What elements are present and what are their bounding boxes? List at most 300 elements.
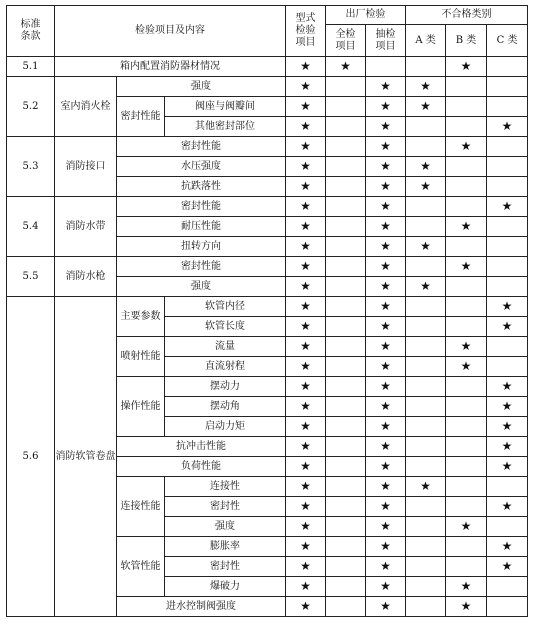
item-cell: 密封性: [165, 497, 286, 517]
type-test-mark: [286, 297, 326, 317]
star-mark: ★: [300, 418, 311, 433]
class-a-mark: [406, 397, 446, 417]
class-a-mark: [406, 537, 446, 557]
full-test-mark: [326, 437, 366, 457]
item-cell: 软管内径: [165, 297, 286, 317]
type-test-mark: [286, 117, 326, 137]
star-mark: ★: [300, 278, 311, 293]
item-cell: 密封性能: [117, 197, 286, 217]
class-c-mark: [487, 557, 528, 577]
item-cell: 连接性能: [117, 477, 165, 537]
class-b-mark: [446, 597, 487, 617]
item-cell: 软管长度: [165, 317, 286, 337]
item-cell: 启动力矩: [165, 417, 286, 437]
class-b-mark: [446, 137, 487, 157]
star-mark: ★: [501, 118, 513, 133]
full-test-mark: [326, 417, 366, 437]
class-b-mark: [446, 517, 487, 537]
star-mark: ★: [300, 138, 311, 153]
full-test-mark: [326, 77, 366, 97]
class-a-mark: [406, 57, 446, 77]
item-cell: 主要参数: [117, 297, 165, 337]
full-test-mark: [326, 57, 366, 77]
full-test-mark: [326, 457, 366, 477]
class-c-mark: [487, 117, 528, 137]
type-test-mark: [286, 277, 326, 297]
item-cell: 耐压性能: [117, 217, 286, 237]
class-a-mark: [406, 137, 446, 157]
star-mark: ★: [380, 278, 391, 293]
sample-test-mark: [366, 237, 406, 257]
star-mark: ★: [380, 498, 391, 513]
full-test-mark: [326, 177, 366, 197]
header-items: 检验项目及内容: [55, 6, 286, 57]
star-mark: ★: [300, 218, 311, 233]
class-b-mark: [446, 77, 487, 97]
full-test-mark: [326, 217, 366, 237]
class-a-mark: [406, 557, 446, 577]
class-a-mark: [406, 157, 446, 177]
item-cell: 密封性能: [117, 257, 286, 277]
star-mark: ★: [300, 438, 311, 453]
class-a-mark: [406, 377, 446, 397]
class-c-mark: [487, 377, 528, 397]
header-class-b: B 类: [446, 25, 487, 57]
star-mark: ★: [300, 198, 311, 213]
sample-test-mark: [366, 537, 406, 557]
star-mark: ★: [380, 558, 391, 573]
type-test-mark: [286, 397, 326, 417]
type-test-mark: [286, 577, 326, 597]
class-b-mark: [446, 157, 487, 177]
full-test-mark: [326, 477, 366, 497]
full-test-mark: [326, 397, 366, 417]
class-c-mark: [487, 537, 528, 557]
item-cell: 室内消火栓: [55, 77, 117, 137]
item-cell: 直流射程: [165, 357, 286, 377]
star-mark: ★: [380, 238, 391, 253]
clause-cell: 5.6: [7, 297, 55, 617]
item-cell: 密封性: [165, 557, 286, 577]
clause-cell: 5.1: [7, 57, 55, 77]
class-c-mark: [487, 137, 528, 157]
star-mark: ★: [460, 258, 472, 273]
class-b-mark: [446, 317, 487, 337]
header-nonconform: 不合格类别: [406, 6, 528, 25]
star-mark: ★: [380, 78, 391, 93]
star-mark: ★: [380, 158, 391, 173]
class-a-mark: [406, 257, 446, 277]
item-cell: 抗跌落性: [117, 177, 286, 197]
full-test-mark: [326, 197, 366, 217]
item-cell: 抗冲击性能: [117, 437, 286, 457]
class-b-mark: [446, 377, 487, 397]
type-test-mark: [286, 377, 326, 397]
header-type-test: 型式 检验 项目: [286, 6, 326, 57]
sample-test-mark: [366, 457, 406, 477]
class-a-mark: [406, 117, 446, 137]
item-cell: 摆动角: [165, 397, 286, 417]
star-mark: ★: [300, 598, 311, 613]
clause-cell: 5.4: [7, 197, 55, 257]
class-a-mark: [406, 197, 446, 217]
class-c-mark: [487, 297, 528, 317]
full-test-mark: [326, 257, 366, 277]
type-test-mark: [286, 457, 326, 477]
star-mark: ★: [380, 438, 391, 453]
item-cell: 阀座与阀瓣间: [165, 97, 286, 117]
class-b-mark: [446, 437, 487, 457]
sample-test-mark: [366, 477, 406, 497]
item-cell: 箱内配置消防器材情况: [55, 57, 286, 77]
item-cell: 喷射性能: [117, 337, 165, 377]
class-c-mark: [487, 597, 528, 617]
star-mark: ★: [460, 358, 472, 373]
star-mark: ★: [300, 78, 311, 93]
full-test-mark: [326, 557, 366, 577]
class-c-mark: [487, 257, 528, 277]
header-full-test: 全检 项目: [326, 25, 366, 57]
inspection-table: [6, 5, 528, 617]
star-mark: ★: [501, 398, 513, 413]
item-cell: 密封性能: [117, 97, 165, 137]
class-b-mark: [446, 537, 487, 557]
header-class-a: A 类: [406, 25, 446, 57]
item-cell: 流量: [165, 337, 286, 357]
full-test-mark: [326, 277, 366, 297]
type-test-mark: [286, 97, 326, 117]
type-test-mark: [286, 317, 326, 337]
star-mark: ★: [300, 338, 311, 353]
type-test-mark: [286, 357, 326, 377]
star-mark: ★: [380, 178, 391, 193]
class-b-mark: [446, 237, 487, 257]
type-test-mark: [286, 257, 326, 277]
star-mark: ★: [300, 238, 311, 253]
star-mark: ★: [501, 418, 513, 433]
star-mark: ★: [460, 138, 472, 153]
item-cell: 进水控制阀强度: [117, 597, 286, 617]
sample-test-mark: [366, 517, 406, 537]
class-b-mark: [446, 457, 487, 477]
type-test-mark: [286, 557, 326, 577]
class-c-mark: [487, 477, 528, 497]
star-mark: ★: [420, 478, 431, 493]
type-test-mark: [286, 57, 326, 77]
star-mark: ★: [380, 338, 391, 353]
item-cell: 摆动力: [165, 377, 286, 397]
class-a-mark: [406, 97, 446, 117]
class-c-mark: [487, 197, 528, 217]
class-a-mark: [406, 237, 446, 257]
type-test-mark: [286, 537, 326, 557]
class-b-mark: [446, 277, 487, 297]
class-b-mark: [446, 97, 487, 117]
full-test-mark: [326, 597, 366, 617]
star-mark: ★: [380, 218, 391, 233]
star-mark: ★: [460, 58, 472, 73]
star-mark: ★: [300, 518, 311, 533]
star-mark: ★: [501, 198, 513, 213]
sample-test-mark: [366, 97, 406, 117]
class-a-mark: [406, 497, 446, 517]
star-mark: ★: [300, 498, 311, 513]
class-b-mark: [446, 357, 487, 377]
star-mark: ★: [501, 378, 513, 393]
sample-test-mark: [366, 77, 406, 97]
sample-test-mark: [366, 317, 406, 337]
star-mark: ★: [380, 458, 391, 473]
class-c-mark: [487, 277, 528, 297]
sample-test-mark: [366, 497, 406, 517]
class-a-mark: [406, 277, 446, 297]
class-c-mark: [487, 357, 528, 377]
class-b-mark: [446, 497, 487, 517]
star-mark: ★: [380, 118, 391, 133]
class-c-mark: [487, 437, 528, 457]
star-mark: ★: [501, 438, 513, 453]
class-b-mark: [446, 477, 487, 497]
sample-test-mark: [366, 397, 406, 417]
star-mark: ★: [420, 78, 431, 93]
item-cell: 操作性能: [117, 377, 165, 437]
full-test-mark: [326, 357, 366, 377]
star-mark: ★: [300, 538, 311, 553]
item-cell: 爆破力: [165, 577, 286, 597]
header-class-c: C 类: [487, 25, 528, 57]
star-mark: ★: [300, 378, 311, 393]
sample-test-mark: [366, 597, 406, 617]
sample-test-mark: [366, 557, 406, 577]
clause-cell: 5.2: [7, 77, 55, 137]
class-b-mark: [446, 417, 487, 437]
sample-test-mark: [366, 117, 406, 137]
clause-cell: 5.5: [7, 257, 55, 297]
class-b-mark: [446, 577, 487, 597]
star-mark: ★: [300, 178, 311, 193]
star-mark: ★: [380, 538, 391, 553]
class-a-mark: [406, 357, 446, 377]
full-test-mark: [326, 237, 366, 257]
star-mark: ★: [460, 218, 472, 233]
full-test-mark: [326, 377, 366, 397]
header-clause-no: 标准 条款: [7, 6, 55, 57]
star-mark: ★: [380, 398, 391, 413]
full-test-mark: [326, 517, 366, 537]
star-mark: ★: [460, 598, 472, 613]
star-mark: ★: [300, 558, 311, 573]
class-c-mark: [487, 497, 528, 517]
class-c-mark: [487, 397, 528, 417]
sample-test-mark: [366, 57, 406, 77]
star-mark: ★: [501, 298, 513, 313]
class-b-mark: [446, 57, 487, 77]
class-b-mark: [446, 297, 487, 317]
item-cell: 膨胀率: [165, 537, 286, 557]
full-test-mark: [326, 137, 366, 157]
class-b-mark: [446, 117, 487, 137]
class-a-mark: [406, 77, 446, 97]
class-c-mark: [487, 457, 528, 477]
sample-test-mark: [366, 377, 406, 397]
item-cell: 软管性能: [117, 537, 165, 597]
item-cell: 扭转方向: [117, 237, 286, 257]
item-cell: 消防软管卷盘: [55, 297, 117, 617]
class-a-mark: [406, 297, 446, 317]
star-mark: ★: [380, 258, 391, 273]
class-b-mark: [446, 217, 487, 237]
type-test-mark: [286, 77, 326, 97]
class-a-mark: [406, 337, 446, 357]
full-test-mark: [326, 537, 366, 557]
star-mark: ★: [380, 578, 391, 593]
star-mark: ★: [460, 518, 472, 533]
class-c-mark: [487, 517, 528, 537]
star-mark: ★: [300, 98, 311, 113]
star-mark: ★: [300, 118, 311, 133]
class-c-mark: [487, 77, 528, 97]
star-mark: ★: [300, 58, 311, 73]
full-test-mark: [326, 337, 366, 357]
type-test-mark: [286, 177, 326, 197]
full-test-mark: [326, 117, 366, 137]
type-test-mark: [286, 197, 326, 217]
sample-test-mark: [366, 197, 406, 217]
class-a-mark: [406, 317, 446, 337]
class-b-mark: [446, 257, 487, 277]
class-a-mark: [406, 477, 446, 497]
sample-test-mark: [366, 257, 406, 277]
type-test-mark: [286, 497, 326, 517]
class-a-mark: [406, 437, 446, 457]
sample-test-mark: [366, 437, 406, 457]
type-test-mark: [286, 337, 326, 357]
sample-test-mark: [366, 577, 406, 597]
sample-test-mark: [366, 417, 406, 437]
sample-test-mark: [366, 337, 406, 357]
full-test-mark: [326, 317, 366, 337]
sample-test-mark: [366, 177, 406, 197]
item-cell: 强度: [117, 277, 286, 297]
type-test-mark: [286, 597, 326, 617]
sample-test-mark: [366, 157, 406, 177]
star-mark: ★: [420, 98, 431, 113]
star-mark: ★: [501, 538, 513, 553]
class-b-mark: [446, 337, 487, 357]
star-mark: ★: [300, 398, 311, 413]
star-mark: ★: [380, 378, 391, 393]
star-mark: ★: [380, 598, 391, 613]
type-test-mark: [286, 417, 326, 437]
type-test-mark: [286, 137, 326, 157]
item-cell: 消防水枪: [55, 257, 117, 297]
star-mark: ★: [380, 98, 391, 113]
item-cell: 消防接口: [55, 137, 117, 197]
star-mark: ★: [460, 338, 472, 353]
type-test-mark: [286, 237, 326, 257]
class-c-mark: [487, 177, 528, 197]
class-c-mark: [487, 417, 528, 437]
item-cell: 强度: [165, 517, 286, 537]
sample-test-mark: [366, 277, 406, 297]
star-mark: ★: [420, 278, 431, 293]
full-test-mark: [326, 577, 366, 597]
star-mark: ★: [380, 478, 391, 493]
full-test-mark: [326, 97, 366, 117]
class-c-mark: [487, 217, 528, 237]
star-mark: ★: [380, 198, 391, 213]
star-mark: ★: [300, 318, 311, 333]
star-mark: ★: [380, 518, 391, 533]
star-mark: ★: [420, 178, 431, 193]
star-mark: ★: [300, 298, 311, 313]
class-b-mark: [446, 177, 487, 197]
type-test-mark: [286, 437, 326, 457]
full-test-mark: [326, 497, 366, 517]
class-b-mark: [446, 197, 487, 217]
class-c-mark: [487, 577, 528, 597]
full-test-mark: [326, 157, 366, 177]
star-mark: ★: [380, 318, 391, 333]
item-cell: 消防水带: [55, 197, 117, 257]
class-c-mark: [487, 57, 528, 77]
star-mark: ★: [420, 158, 431, 173]
sample-test-mark: [366, 357, 406, 377]
item-cell: 密封性能: [117, 137, 286, 157]
star-mark: ★: [380, 418, 391, 433]
class-b-mark: [446, 397, 487, 417]
sample-test-mark: [366, 137, 406, 157]
class-c-mark: [487, 317, 528, 337]
type-test-mark: [286, 477, 326, 497]
header-sample-test: 抽检 项目: [366, 25, 406, 57]
star-mark: ★: [300, 578, 311, 593]
star-mark: ★: [501, 458, 513, 473]
full-test-mark: [326, 297, 366, 317]
star-mark: ★: [380, 358, 391, 373]
star-mark: ★: [300, 158, 311, 173]
class-a-mark: [406, 457, 446, 477]
type-test-mark: [286, 157, 326, 177]
star-mark: ★: [380, 298, 391, 313]
star-mark: ★: [300, 458, 311, 473]
type-test-mark: [286, 517, 326, 537]
star-mark: ★: [300, 478, 311, 493]
item-cell: 水压强度: [117, 157, 286, 177]
star-mark: ★: [501, 498, 513, 513]
item-cell: 其他密封部位: [165, 117, 286, 137]
class-a-mark: [406, 577, 446, 597]
class-a-mark: [406, 597, 446, 617]
class-a-mark: [406, 417, 446, 437]
item-cell: 强度: [117, 77, 286, 97]
clause-cell: 5.3: [7, 137, 55, 197]
class-c-mark: [487, 157, 528, 177]
class-a-mark: [406, 517, 446, 537]
star-mark: ★: [460, 578, 472, 593]
class-a-mark: [406, 217, 446, 237]
star-mark: ★: [501, 318, 513, 333]
star-mark: ★: [380, 138, 391, 153]
star-mark: ★: [300, 358, 311, 373]
star-mark: ★: [300, 258, 311, 273]
class-c-mark: [487, 237, 528, 257]
class-c-mark: [487, 97, 528, 117]
star-mark: ★: [420, 238, 431, 253]
sample-test-mark: [366, 217, 406, 237]
type-test-mark: [286, 217, 326, 237]
item-cell: 负荷性能: [117, 457, 286, 477]
